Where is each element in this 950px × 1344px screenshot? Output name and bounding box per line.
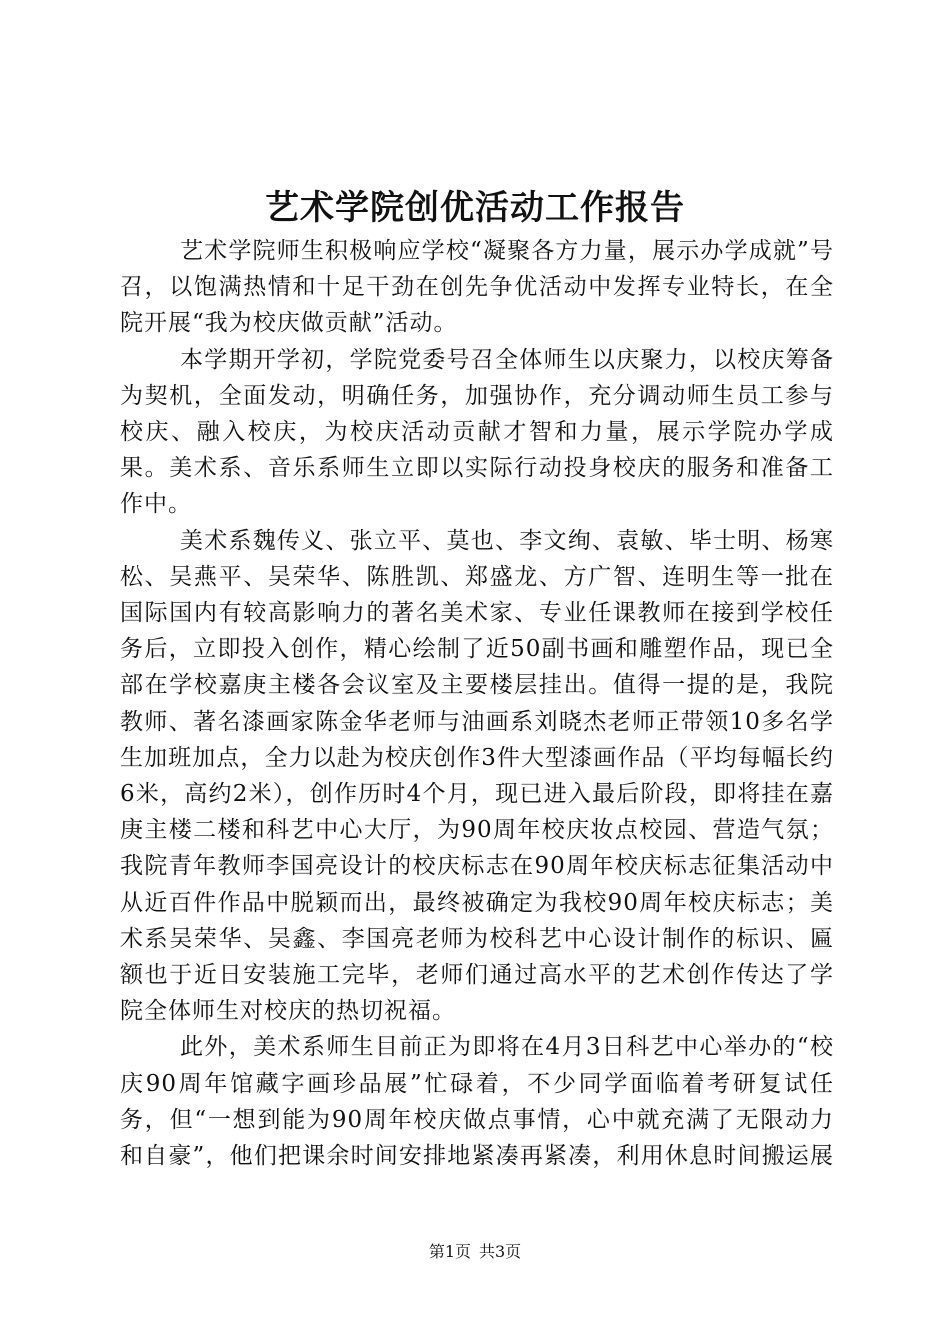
paragraph: 美术系魏传义、张立平、莫也、李文绚、袁敏、毕士明、杨寒松、吴燕平、吴荣华、陈胜凯、郑盛龙、方广智、连明生等一批在国际国内有较高影响力的著名美术家、专业任课教师在接到学校任务后，立即投入创作，精心绘制了近50副书画和雕塑作品，现已全部在学校嘉庚主楼各会议室及主要楼层挂出。值得一提的是，我院教师、著名漆画家陈金华老师与油画系刘晓杰老师正带领10多名学生加班加点，全力以赴为校庆创作3件大型漆画作品（平均每幅长约6米，高约2米），创作历时4个月，现已进入最后阶段，即将挂在嘉庚主楼二楼和科艺中心大厅，为90周年校庆妆点校园、营造气氛；我院青年教师李国亮设计的校庆标志在90周年校庆标志征集活动中从近百件作品中脱颖而出，最终被确定为我校90周年校庆标志；美术系吴荣华、吴鑫、李国亮老师为校科艺中心设计制作的标识、匾额也于近日安装施工完毕，老师们通过高水平的艺术创作传达了学院全体师生对校庆的热切祝福。 [120,527,834,1025]
page-footer [0,1240,950,1264]
page-number: 第1页 [428,1242,471,1261]
document-body [120,233,834,1178]
paragraph: 此外，美术系师生目前正为即将在4月3日科艺中心举办的“校庆90周年馆藏字画珍品展”忙碌着，不少同学面临着考研复试任务，但“一想到能为90周年校庆做点事情，心中就充满了无限动力和自豪”，他们把课余时间安排地紧凑再紧凑，利用休息时间搬运展 [120,1034,834,1170]
paragraph: 本学期开学初，学院党委号召全体师生以庆聚力，以校庆筹备为契机，全面发动，明确任务，加强协作，充分调动师生员工参与校庆、融入校庆，为校庆活动贡献才智和力量，展示学院办学成果。美术系、音乐系师生立即以实际行动投身校庆的服务和准备工作中。 [120,346,834,518]
paragraph: 艺术学院师生积极响应学校“凝聚各方力量，展示办学成就”号召，以饱满热情和十足干劲在创先争优活动中发挥专业特长，在全院开展“我为校庆做贡献”活动。 [120,238,834,337]
document-title: 艺术学院创优活动工作报告 [265,188,685,228]
page-total: 共3页 [479,1242,522,1261]
